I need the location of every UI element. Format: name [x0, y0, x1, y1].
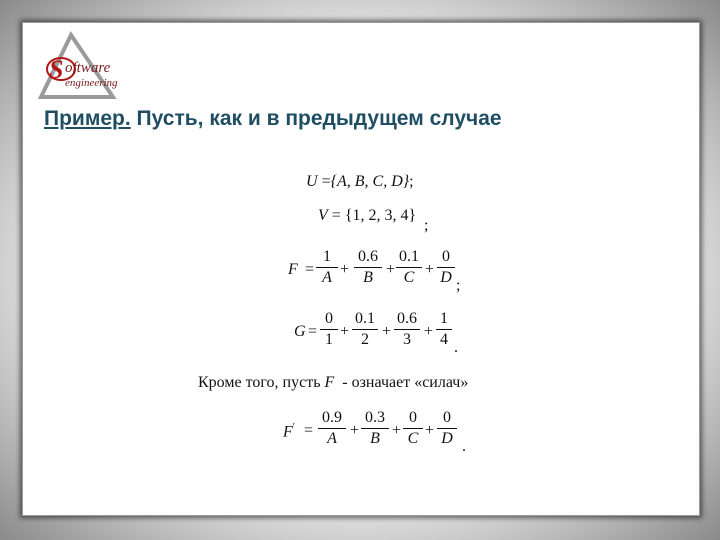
formula-v-eq: =	[331, 207, 341, 224]
formula-u-eq: =	[321, 173, 331, 190]
formula-fprime-symbol: F	[283, 423, 293, 441]
formula-fprime-lhs	[283, 423, 295, 440]
fraction-bar	[316, 267, 338, 268]
formula-v-set: {1, 2, 3, 4}	[344, 207, 417, 224]
formula-fprime-eq: =	[304, 422, 314, 439]
software-engineering-logo	[33, 31, 133, 103]
fraction-bar	[403, 428, 423, 429]
logo-word-engineering: engineering	[65, 77, 118, 89]
term-den: A	[322, 269, 332, 286]
term-num: 0.6	[397, 310, 417, 327]
logo-letter: S	[49, 55, 64, 84]
term-num: 0	[409, 409, 417, 426]
formula-fprime-end: .	[462, 438, 466, 455]
term-num: 0	[325, 310, 333, 327]
formula-g-end: .	[454, 339, 458, 356]
term-den: 2	[361, 331, 369, 348]
heading-prefix: Пример.	[44, 107, 131, 130]
prose-symbol: F	[324, 374, 335, 391]
formula-f-term	[354, 248, 382, 287]
term-den: D	[441, 430, 453, 447]
formula-fprime-term	[437, 409, 457, 448]
formula-fprime-term	[318, 409, 346, 448]
prose-after: - означает «силач»	[334, 374, 469, 391]
formula-v-lhs: V	[318, 207, 328, 224]
plus-sign: +	[392, 422, 402, 439]
formula-v	[318, 208, 416, 224]
term-den: B	[370, 430, 380, 447]
prose-before: Кроме того, пусть	[198, 374, 325, 391]
logo-word-software: oftware	[65, 60, 111, 76]
formula-g-lhs: G	[294, 323, 306, 340]
formula-f-term	[437, 248, 455, 287]
plus-sign: +	[386, 261, 396, 278]
plus-sign: +	[425, 261, 435, 278]
formula-f-end: ;	[456, 277, 461, 294]
term-den: 1	[325, 331, 333, 348]
prose-line	[198, 375, 468, 391]
term-den: 3	[403, 331, 411, 348]
formula-g-eq: =	[308, 323, 318, 340]
term-num: 0.3	[365, 409, 385, 426]
term-num: 1	[440, 310, 448, 327]
formula-u-set: {A, B, C, D}	[330, 173, 410, 190]
fraction-bar	[320, 329, 338, 330]
term-den: D	[440, 269, 452, 286]
formula-f-lhs: F	[288, 261, 298, 278]
fraction-bar	[436, 329, 452, 330]
fraction-bar	[394, 329, 420, 330]
term-num: 0	[442, 248, 450, 265]
formula-g-term	[394, 310, 420, 349]
formula-f-term	[396, 248, 422, 287]
plus-sign: +	[424, 323, 434, 340]
term-num: 0.1	[399, 248, 419, 265]
plus-sign: +	[382, 323, 392, 340]
slide-heading	[44, 108, 502, 129]
term-num: 0	[443, 409, 451, 426]
formula-u-lhs: U	[306, 173, 318, 190]
fraction-bar	[352, 329, 378, 330]
formula-fprime-term	[361, 409, 389, 448]
fraction-bar	[318, 428, 346, 429]
plus-sign: +	[340, 261, 350, 278]
formula-g-term	[320, 310, 338, 349]
term-den: B	[363, 269, 373, 286]
term-den: A	[327, 430, 337, 447]
fraction-bar	[437, 428, 457, 429]
fraction-bar	[361, 428, 389, 429]
formula-f-term	[316, 248, 338, 287]
term-num: 1	[323, 248, 331, 265]
formula-v-end: ;	[424, 217, 429, 234]
term-num: 0.6	[358, 248, 378, 265]
fraction-bar	[396, 267, 422, 268]
plus-sign: +	[340, 323, 350, 340]
fraction-bar	[437, 267, 455, 268]
formula-g-term	[436, 310, 452, 349]
term-den: 4	[440, 331, 448, 348]
formula-u	[306, 174, 414, 190]
plus-sign: +	[350, 422, 360, 439]
term-den: C	[403, 269, 415, 286]
plus-sign: +	[425, 422, 435, 439]
heading-text: Пусть, как и в предыдущем случае	[130, 107, 502, 130]
term-num: 0.1	[355, 310, 375, 327]
fraction-bar	[354, 267, 382, 268]
formula-fprime-term	[403, 409, 423, 448]
formula-f-eq: =	[305, 261, 315, 278]
term-num: 0.9	[322, 409, 342, 426]
formula-fprime-prime: ′	[292, 422, 295, 433]
formula-g-term	[352, 310, 378, 349]
formula-u-end: ;	[409, 173, 414, 190]
term-den: C	[407, 430, 419, 447]
